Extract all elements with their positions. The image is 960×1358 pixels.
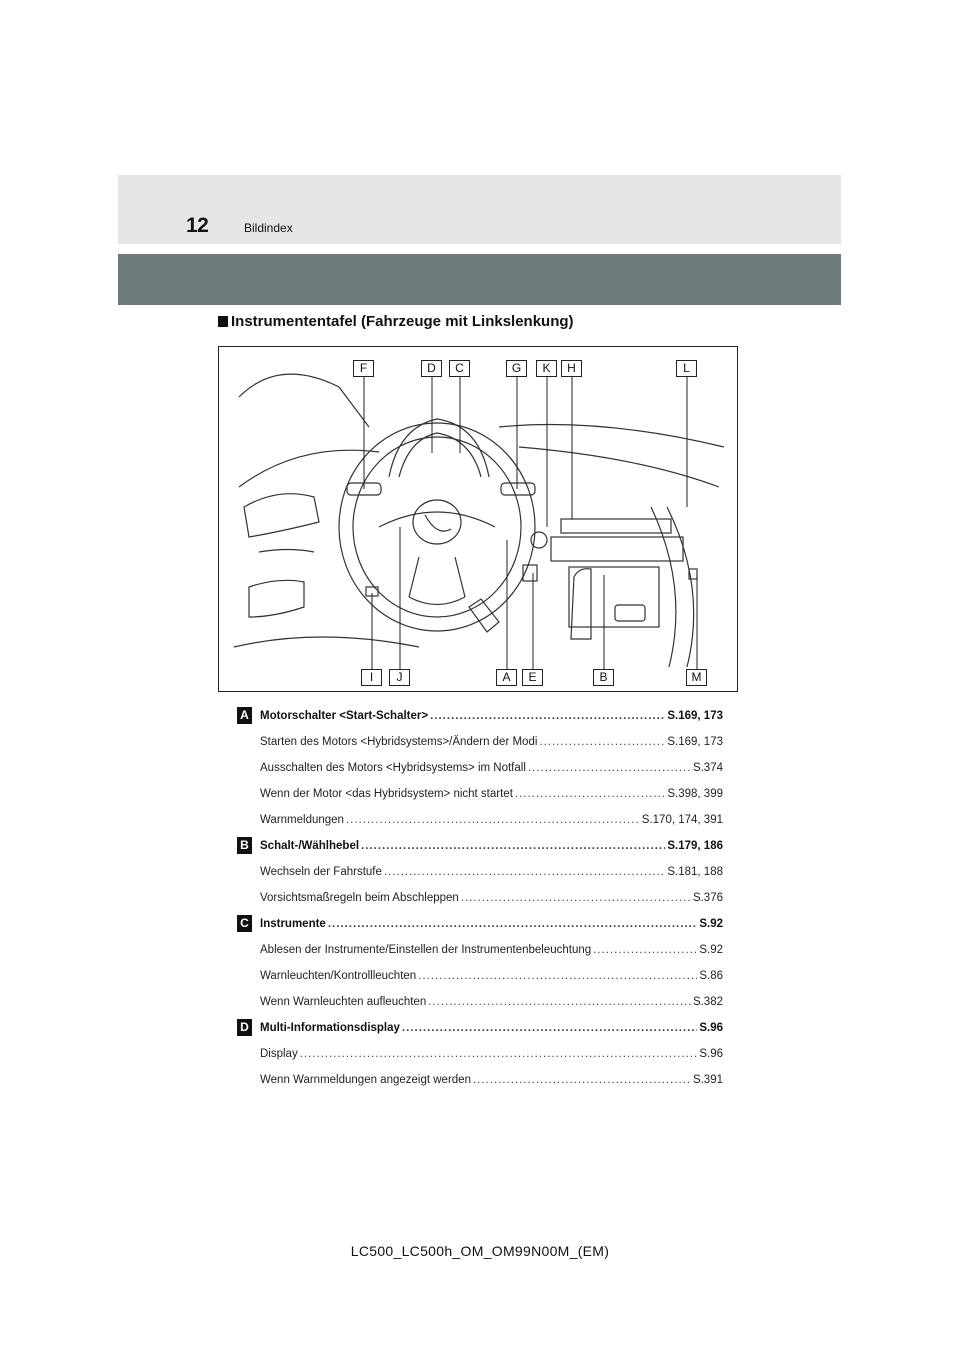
entry-page-ref: S.96 — [699, 1022, 723, 1034]
entry-letter-badge: C — [237, 915, 252, 932]
header-band — [118, 175, 841, 244]
subitem-page-ref: S.382 — [692, 996, 723, 1008]
entry-b — [237, 836, 723, 914]
entry-letter-badge: A — [237, 707, 252, 724]
subitem-text: Warnleuchten/Kontrollleuchten — [260, 970, 417, 982]
figure-label-c: C — [449, 360, 470, 377]
subitem-text: Starten des Motors <Hybridsystems>/Ändern der Modi — [260, 736, 538, 748]
page-number: 12 — [186, 214, 209, 237]
entry-c — [237, 914, 723, 1018]
figure-label-l: L — [676, 360, 697, 377]
entry-title: Schalt-/Wählhebel — [260, 840, 360, 852]
subitem-text: Wenn der Motor <das Hybridsystem> nicht startet — [260, 788, 513, 800]
entry-a — [237, 706, 723, 836]
subitem-page-ref: S.398, 399 — [667, 788, 723, 800]
figure-label-d: D — [421, 360, 442, 377]
subitem-page-ref: S.86 — [699, 970, 723, 982]
header-title: Bildindex — [244, 221, 293, 235]
figure-label-e: E — [522, 669, 543, 686]
subitem-text: Ausschalten des Motors <Hybridsystems> im Notfall — [260, 762, 526, 774]
entry-subitem — [237, 784, 723, 810]
entry-page-ref: S.92 — [699, 918, 723, 930]
subitem-page-ref: S.181, 188 — [667, 866, 723, 878]
document-footer: LC500_LC500h_OM_OM99N00M_(EM) — [350, 1243, 610, 1259]
figure-label-i: I — [361, 669, 382, 686]
figure-label-f: F — [353, 360, 374, 377]
entry-subitem — [237, 1070, 723, 1096]
dashboard-drawing — [219, 347, 738, 692]
figure-label-b: B — [593, 669, 614, 686]
dashboard-illustration — [218, 346, 738, 692]
entry-title-row — [237, 1018, 723, 1044]
entry-letter-badge: B — [237, 837, 252, 854]
entry-title-row — [237, 706, 723, 732]
figure-label-m: M — [686, 669, 707, 686]
entry-title: Instrumente — [260, 918, 326, 930]
subitem-page-ref: S.96 — [699, 1048, 723, 1060]
subitem-text: Wechseln der Fahrstufe — [260, 866, 382, 878]
figure-label-a: A — [496, 669, 517, 686]
entry-page-ref: S.169, 173 — [667, 710, 723, 722]
square-bullet-icon — [218, 316, 228, 327]
index-entries — [237, 706, 723, 1096]
section-title-text: Instrumententafel (Fahrzeuge mit Linkslenkung) — [231, 313, 574, 330]
entry-title-row — [237, 836, 723, 862]
subitem-text: Display — [260, 1048, 298, 1060]
entry-page-ref: S.179, 186 — [667, 840, 723, 852]
subitem-text: Wenn Warnmeldungen angezeigt werden — [260, 1074, 471, 1086]
entry-d — [237, 1018, 723, 1096]
subitem-text: Wenn Warnleuchten aufleuchten — [260, 996, 427, 1008]
subitem-page-ref: S.376 — [692, 892, 723, 904]
entry-title: Motorschalter <Start-Schalter> — [260, 710, 429, 722]
entry-subitem — [237, 862, 723, 888]
subitem-page-ref: S.170, 174, 391 — [641, 814, 723, 826]
subitem-text: Ablesen der Instrumente/Einstellen der Instrumentenbeleuchtung — [260, 944, 592, 956]
figure-label-j: J — [389, 669, 410, 686]
subitem-page-ref: S.92 — [699, 944, 723, 956]
figure-label-h: H — [561, 360, 582, 377]
entry-subitem — [237, 940, 723, 966]
entry-letter-badge: D — [237, 1019, 252, 1036]
entry-subitem — [237, 992, 723, 1018]
entry-subitem — [237, 966, 723, 992]
figure-label-g: G — [506, 360, 527, 377]
figure-label-k: K — [536, 360, 557, 377]
header-bar — [118, 254, 841, 305]
entry-title: Multi-Informationsdisplay — [260, 1022, 400, 1034]
entry-subitem — [237, 758, 723, 784]
entry-subitem — [237, 888, 723, 914]
entry-title-row — [237, 914, 723, 940]
subitem-page-ref: S.374 — [692, 762, 723, 774]
subitem-text: Vorsichtsmaßregeln beim Abschleppen — [260, 892, 459, 904]
subitem-text: Warnmeldungen — [260, 814, 344, 826]
entry-subitem — [237, 732, 723, 758]
subitem-page-ref: S.391 — [692, 1074, 723, 1086]
entry-subitem — [237, 810, 723, 836]
entry-subitem — [237, 1044, 723, 1070]
subitem-page-ref: S.169, 173 — [667, 736, 723, 748]
section-title — [218, 313, 574, 330]
